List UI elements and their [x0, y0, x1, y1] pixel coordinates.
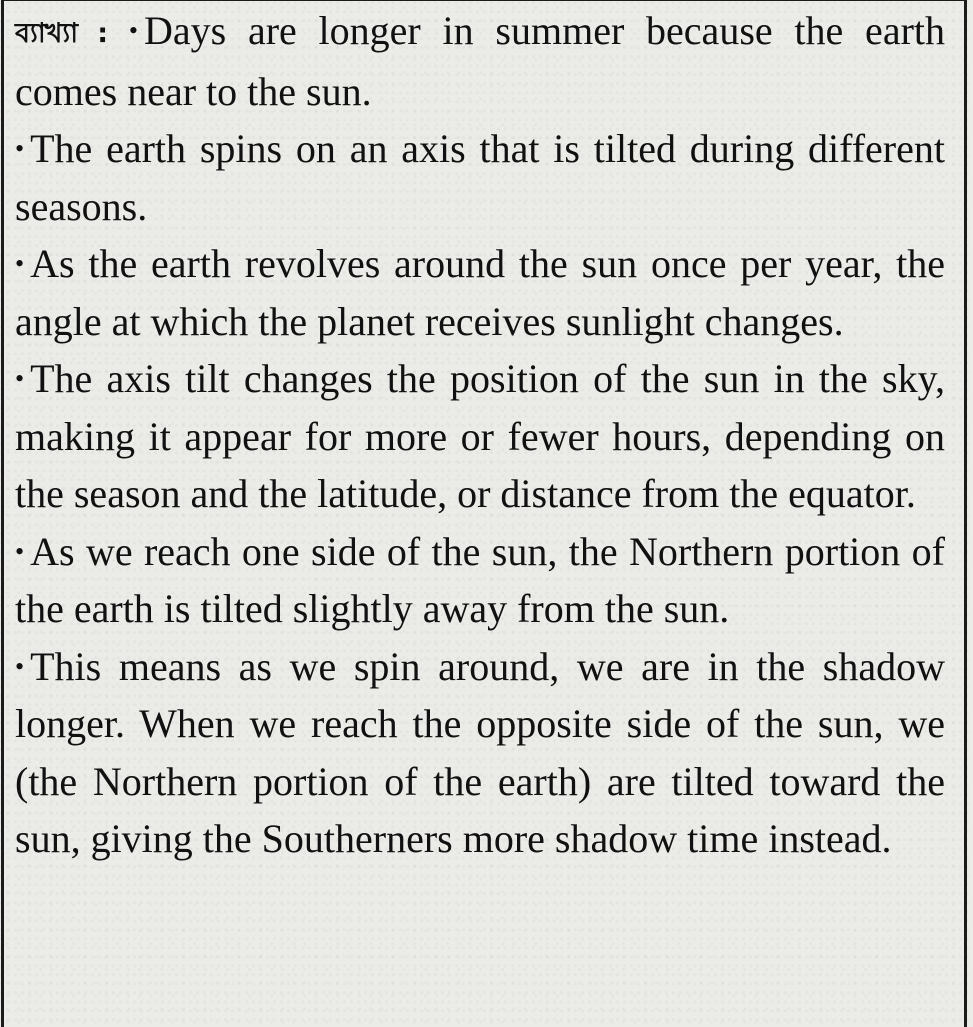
explanation-point-5 [15, 523, 945, 638]
point-text: As we reach one side of the sun, the Northern portion of the earth is tilted slightly away from the sun. [15, 528, 945, 631]
explanation-point-6 [15, 638, 945, 868]
bullet-icon: • [15, 249, 25, 278]
bullet-icon: • [15, 364, 25, 393]
bullet-icon: • [15, 536, 25, 566]
explanation-label: ব্যাখ্যা : [15, 18, 108, 49]
explanation-point-3 [15, 235, 945, 350]
point-text: As the earth revolves around the sun once per year, the angle at which the planet receives sunlight changes. [15, 241, 945, 344]
explanation-point-4 [15, 350, 945, 523]
explanation-point-2 [15, 120, 945, 235]
point-text: The earth spins on an axis that is tilted during different seasons. [15, 126, 945, 229]
point-text: This means as we spin around, we are in the shadow longer. When we reach the opposite side of the sun, we (the Northern portion of the earth) are tilted toward the sun, giving the Southerners more shadow time instead. [15, 643, 945, 861]
bullet-icon: • [15, 651, 25, 681]
point-text: The axis tilt changes the position of the sun in the sky, making it appear for more or fewer hours, depending on the season and the latitude, or distance from the equator. [15, 356, 945, 516]
explanation-point-1 [15, 2, 945, 120]
point-text: Days are longer in summer because the earth comes near to the sun. [15, 8, 946, 114]
bullet-icon: • [128, 16, 138, 45]
explanation-text [15, 2, 945, 868]
bullet-icon: • [15, 134, 25, 163]
